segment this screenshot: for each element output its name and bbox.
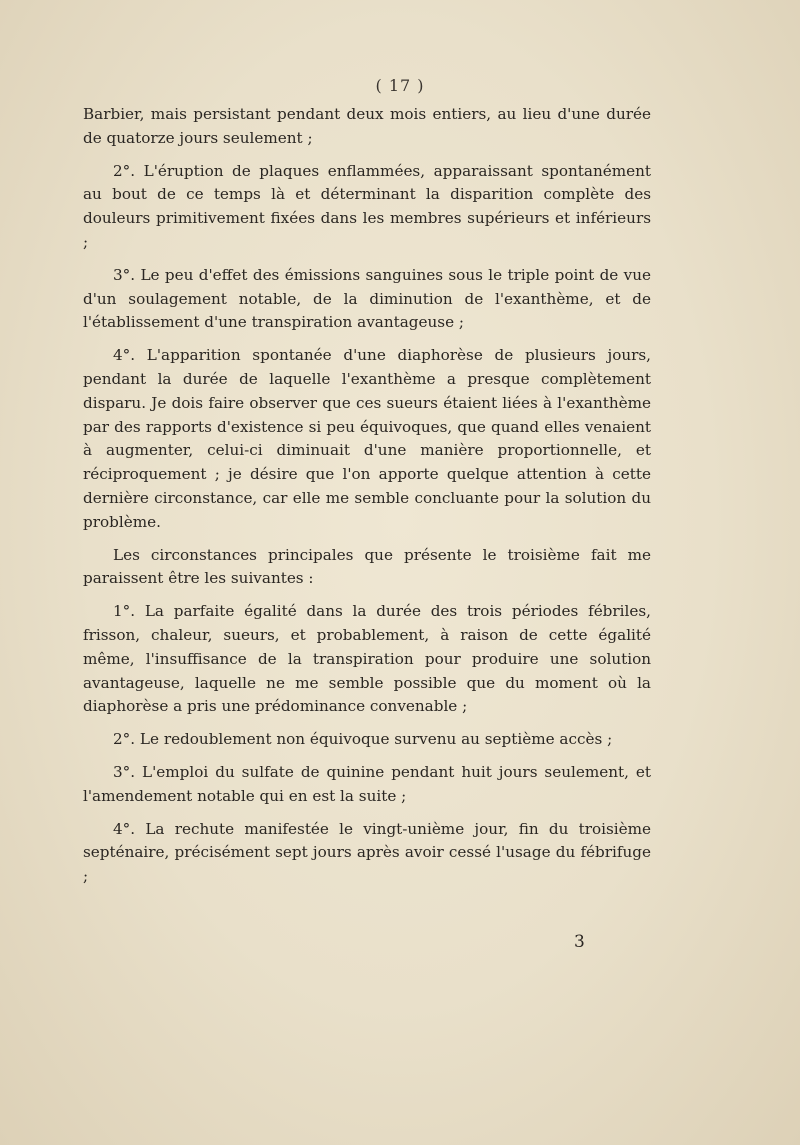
signature-mark: 3 xyxy=(574,932,585,952)
paragraph-case3-item-1: 1°. La parfaite égalité dans la durée des trois périodes fébriles, frisson, chaleur, sueurs, et probablement, à raison de cette égalité même, l'insuffisance de la transpiration pour produire une solution avantageuse, laquelle ne me semble possible que du moment où la diaphorèse a pris une prédominance convenable ; xyxy=(83,602,651,716)
paragraph-case3-item-3: 3°. L'emploi du sulfate de quinine pendant huit jours seulement, et l'amendement notable qui en est la suite ; xyxy=(83,762,651,805)
paragraph-continuation: Barbier, mais persistant pendant deux mois entiers, au lieu d'une durée de quatorze jours seulement ; xyxy=(83,105,651,147)
paragraph-item-3: 3°. Le peu d'effet des émissions sanguines sous le triple point de vue d'un soulagement notable, de la diminution de l'exanthème, et de l'établissement d'une transpiration avantageuse ; xyxy=(83,265,651,332)
page-number: ( 17 ) xyxy=(375,76,425,95)
paragraph-case3-item-4: 4°. La rechute manifestée le vingt-unième jour, fin du troisième septénaire, précisément sept jours après avoir cessé l'usage du fébrifuge ; xyxy=(83,819,651,886)
paragraph-third-case-intro: Les circonstances principales que présente le troisième fait me paraissent être les suivantes : xyxy=(83,545,651,588)
body-text xyxy=(83,103,651,889)
paragraph-item-2: 2°. L'éruption de plaques enflammées, apparaissant spontanément au bout de ce temps là et déterminant la disparition complète des douleurs primitivement fixées dans les membres supérieurs et inférieurs ; xyxy=(83,161,651,251)
paragraph-item-4: 4°. L'apparition spontanée d'une diaphorèse de plusieurs jours, pendant la durée de laquelle l'exanthème a presque complètement disparu. Je dois faire observer que ces sueurs étaient liées à l'exanthème par des rapports d'existence si peu équivoques, que quand elles venaient à augmenter, celui-ci diminuait d'une manière proportionnelle, et réciproquement ; je désire que l'on apporte quelque attention à cette dernière circonstance, car elle me semble concluante pour la solution du problème. xyxy=(83,346,651,531)
paragraph-case3-item-2: 2°. Le redoublement non équivoque survenu au septième accès ; xyxy=(113,730,613,749)
